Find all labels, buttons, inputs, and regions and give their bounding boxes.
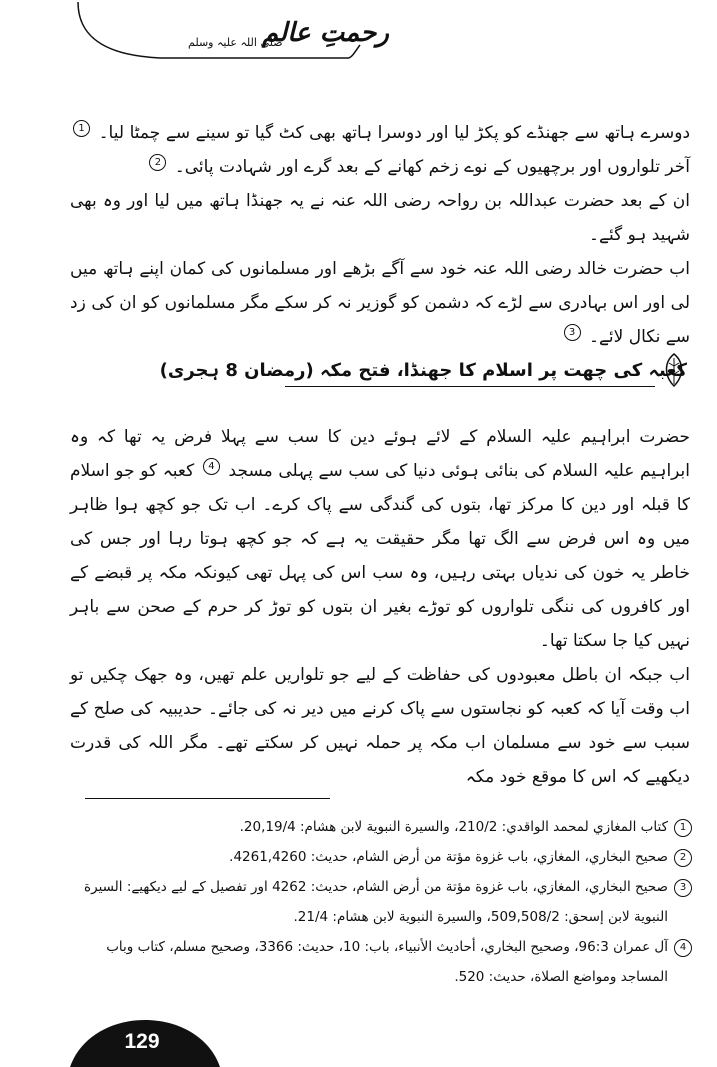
paragraph [70, 658, 690, 794]
footnote-divider [85, 798, 330, 799]
footnote-text: صحيح البخاري، المغازي، باب غزوة مؤتة من أرض الشام، حديث: 4261,4260. [229, 849, 668, 865]
footnote-text: صحيح البخاري، المغازي، باب غزوة مؤتة من أرض الشام، حديث: 4262 اور تفصیل کے لیے دیکھیے: السيرة النبوية لابن إسحق: 509,508/2، والسيرة النبوية لابن هشام: 21/4. [84, 879, 668, 925]
footnote-item [70, 932, 692, 992]
paragraph-text: کعبہ کو جو اسلام کا قبلہ اور دین کا مرکز تھا، بتوں کی گندگی سے پاک کرے۔ اب تک جو کچھ ہوا ظاہر میں وہ اس فرض سے الگ تھا مگر حقیقت یہ ہے کہ جو کچھ ہوتا رہا اور جس کی خاطر یہ خون کی ندیاں بہتی رہیں، وہ سب اس کی پہل تھی کیونکہ مکہ پر قبضے کے اور کافروں کی ننگی تلواروں کو توڑے بغیر ان بتوں کو توڑ کر حرم کے صحن سے باہر نہیں کیا جا سکتا تھا۔ [70, 461, 690, 651]
footnote-number: 2 [674, 849, 692, 867]
footnote-item [70, 842, 692, 872]
paragraph [70, 252, 690, 354]
paragraph-text: آخر تلواروں اور برچھیوں کے نوے زخم کھانے کے بعد گرے اور شہادت پائی۔ [174, 157, 690, 177]
footnote-text: آل عمران 96:3، وصحيح البخاري، أحاديث الأنبياء، باب: 10، حديث: 3366، وصحيح مسلم، كتاب وباب المساجد ومواضع الصلاة، حديث: 520. [106, 939, 668, 985]
paragraph-text: اب جبکہ ان باطل معبودوں کی حفاظت کے لیے جو تلواریں علم تھیں، وہ جھک چکیں تو اب وقت آیا کہ کعبہ کو نجاستوں سے پاک کرنے میں دیر نہ کی جائے۔ حدیبیہ کی صلح کے سبب سے خود سے مسلمان اب مکہ پر حملہ نہیں کر سکتے تھے۔ مگر اللہ کی قدرت دیکھیے کہ اس کا موقع خود مکہ [70, 665, 690, 787]
footnote-reference[interactable]: 4 [203, 458, 220, 475]
body-text-top [70, 116, 690, 354]
footnotes [70, 812, 692, 992]
paragraph-text: دوسرے ہاتھ سے جھنڈے کو پکڑ لیا اور دوسرا ہاتھ بھی کٹ گیا تو سینے سے چمٹا لیا۔ [98, 123, 691, 143]
paragraph [70, 420, 690, 658]
footnote-item [70, 812, 692, 842]
body-text-bottom [70, 420, 690, 794]
running-header-honorific: صلی اللہ علیہ وسلم [188, 36, 283, 49]
paragraph-text: حضرت ابراہیم علیہ السلام کے لائے ہوئے دین کا سب سے پہلا فرض یہ تھا کہ وہ ابراہیم علیہ السلام کی بنائی ہوئی دنیا کی سب سے پہلی مسجد [70, 427, 690, 481]
footnote-reference[interactable]: 2 [149, 154, 166, 171]
footnote-number: 1 [674, 819, 692, 837]
section-heading: کعبہ کی چھت پر اسلام کا جھنڈا، فتح مکہ (رمضان 8 ہجری) [159, 360, 687, 381]
paragraph-text: ان کے بعد حضرت عبداللہ بن رواحہ رضی اللہ عنہ نے یہ جھنڈا ہاتھ میں لیا اور وہ بھی شہید ہو گئے۔ [70, 191, 690, 245]
footnote-text: كتاب المغازي لمحمد الواقدي: 210/2، والسيرة النبوية لابن هشام: 20,19/4. [239, 819, 668, 835]
paragraph-text: اب حضرت خالد رضی اللہ عنہ خود سے آگے بڑھے اور مسلمانوں کی کمان اپنے ہاتھ میں لی اور اس بہادری سے لڑے کہ دشمن کو گوزیر نہ کر سکے مگر مسلمانوں کو ان کی زد سے نکال لائے۔ [70, 259, 690, 347]
footnote-reference[interactable]: 1 [73, 120, 90, 137]
footnote-number: 3 [674, 879, 692, 897]
footnote-reference[interactable]: 3 [564, 324, 581, 341]
footnote-number: 4 [674, 939, 692, 957]
footnote-item [70, 872, 692, 932]
paragraph [70, 116, 690, 184]
page-number: 129 [124, 1030, 160, 1053]
section-heading-underline [285, 386, 655, 387]
running-header-title: رحمتِ عالم [262, 18, 389, 48]
paragraph [70, 184, 690, 252]
